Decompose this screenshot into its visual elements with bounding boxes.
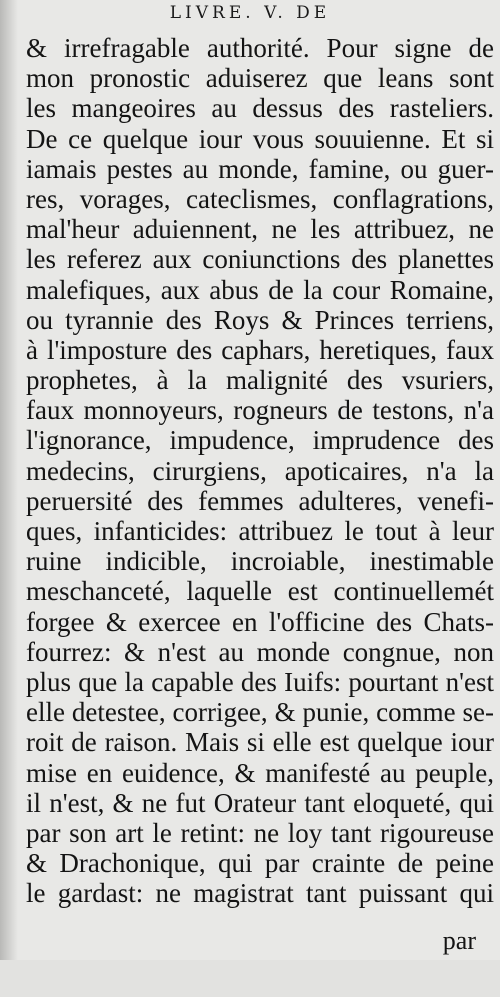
text-line: roit de raison. Mais si elle est quelque iour — [26, 727, 494, 758]
text-line: forgee & exercee en l'officine des Chats- — [26, 606, 494, 637]
text-line: les referez aux coniunctions des planettes — [26, 244, 494, 275]
text-line: res, vorages, cateclismes, conflagrations, — [26, 183, 494, 214]
bottom-margin — [0, 960, 500, 997]
text-line: ruine indicible, incroiable, inestimable — [26, 546, 494, 577]
text-line: les mangeoires au dessus des rasteliers. — [26, 93, 494, 124]
text-line: fourrez: & n'est au monde congnue, non — [26, 636, 494, 667]
gutter-shadow — [0, 0, 18, 997]
text-line: ques, infanticides: attribuez le tout à leur — [26, 516, 494, 546]
text-block — [26, 33, 494, 908]
text-line: mal'heur aduiennent, ne les attribuez, ne — [26, 214, 494, 245]
text-line: peruersité des femmes adulteres, venefi- — [26, 485, 494, 516]
text-line: l'ignorance, impudence, imprudence des — [26, 425, 494, 456]
text-line: & Drachonique, qui par crainte de peine — [26, 848, 494, 879]
text-line: prophetes, à la malignité des vsuriers, — [26, 365, 494, 396]
text-line: iamais pestes au monde, famine, ou guer- — [26, 153, 494, 184]
text-line: elle detestee, corrigee, & punie, comme se- — [26, 697, 494, 728]
text-line: meschanceté, laquelle est continuellemét — [26, 576, 494, 607]
text-line: ou tyrannie des Roys & Princes terriens, — [26, 304, 494, 335]
text-line: faux monnoyeurs, rogneurs de testons, n'a — [26, 395, 494, 426]
text-line: mon pronostic aduiserez que leans sont — [26, 63, 494, 94]
text-line: par son art le retint: ne loy tant rigoureuse — [26, 817, 494, 848]
text-line: plus que la capable des Iuifs: pourtant n'est — [26, 666, 494, 697]
text-line: à l'imposture des caphars, heretiques, faux — [26, 334, 494, 365]
text-line: medecins, cirurgiens, apoticaires, n'a la — [26, 455, 494, 486]
text-line: De ce quelque iour vous souuienne. Et si — [26, 123, 494, 154]
text-line: il n'est, & ne fut Orateur tant eloqueté, qui — [26, 787, 494, 818]
text-line: le gardast: ne magistrat tant puissant qui — [26, 878, 494, 909]
text-line: & irrefragable authorité. Pour signe de — [26, 33, 494, 63]
catchword: par — [442, 926, 476, 955]
running-head: LIVRE. V. DE — [169, 3, 331, 23]
text-line: mise en euidence, & manifesté au peuple, — [26, 757, 494, 788]
text-line: malefiques, aux abus de la cour Romaine, — [26, 274, 494, 305]
